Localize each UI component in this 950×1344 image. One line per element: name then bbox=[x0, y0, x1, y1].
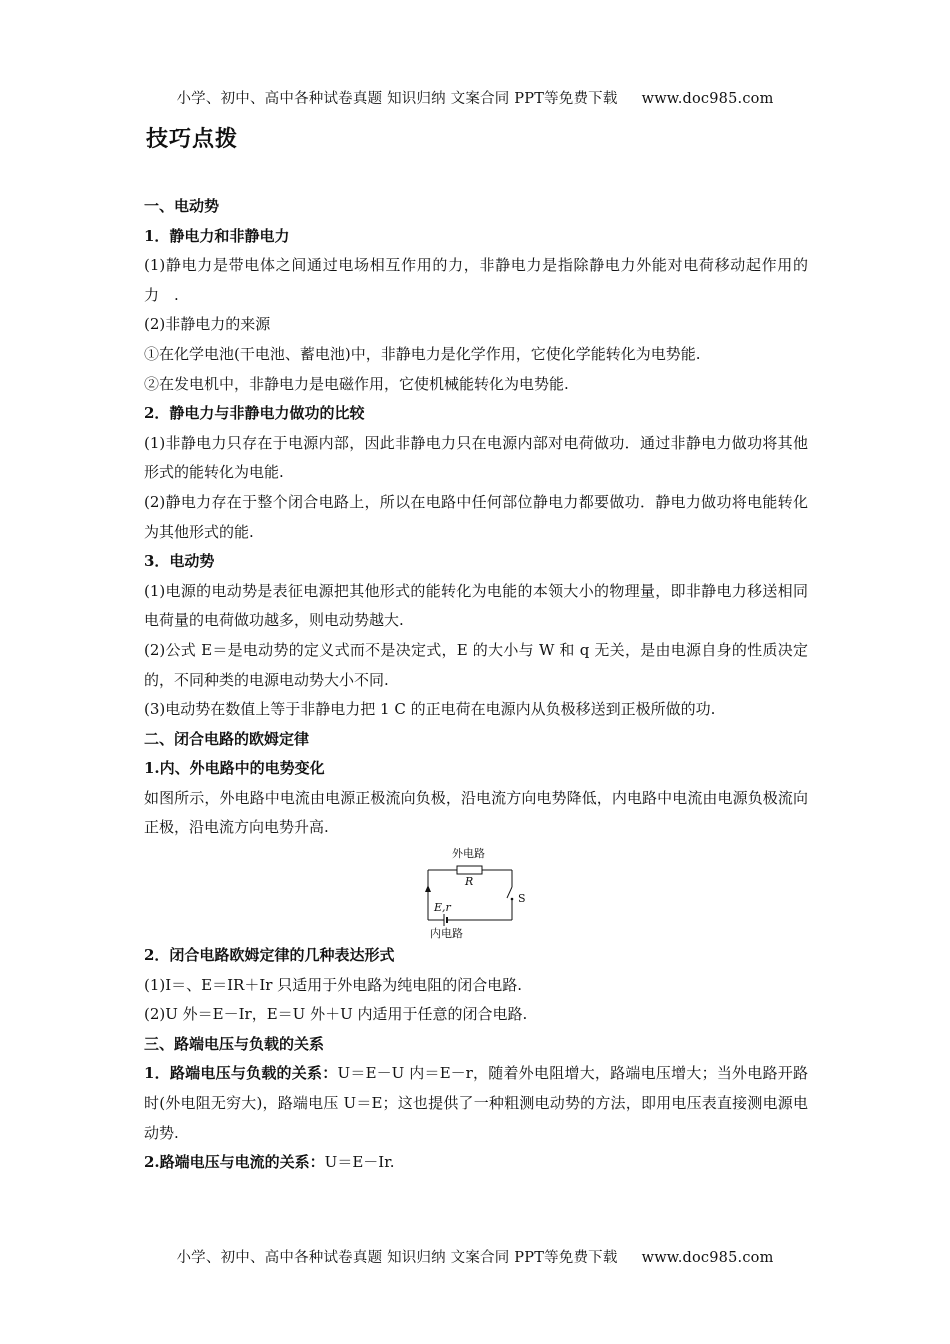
inner-circuit-label: 内电路 bbox=[430, 927, 463, 940]
switch-label: S bbox=[518, 892, 526, 906]
paragraph: ①在化学电池(干电池、蓄电池)中，非静电力是化学作用，它使化学能转化为电势能. bbox=[144, 344, 701, 363]
paragraph-lead: 2.路端电压与电流的关系： bbox=[144, 1153, 325, 1172]
paragraph-text: U＝E－U 内＝E－r，随着外电阻增大，路端电压增大；当外电路开路时(外电阻无穷大)，路端电压 U＝E；这也提供了一种粗测电动势的方法，即用电压表直接测电源电动势. bbox=[144, 1064, 808, 1142]
subsection-heading: 2．静电力与非静电力做功的比较 bbox=[144, 404, 365, 423]
paragraph bbox=[144, 1148, 808, 1178]
header-text: 小学、初中、高中各种试卷真题 知识归纳 文案合同 PPT等免费下载 bbox=[176, 91, 618, 107]
paragraph: 如图所示，外电路中电流由电源正极流向负极，沿电流方向电势降低，内电路中电流由电源负极流向正极，沿电流方向电势升高. bbox=[144, 788, 808, 837]
outer-circuit-label: 外电路 bbox=[452, 847, 485, 861]
page-title: 技巧点拨 bbox=[146, 127, 239, 152]
section-heading: 一、电动势 bbox=[144, 197, 220, 215]
paragraph: (1)非静电力只存在于电源内部，因此非静电力只在电源内部对电荷做功．通过非静电力做功将其他形式的能转化为电能. bbox=[144, 433, 808, 482]
resistor-label: R bbox=[465, 875, 474, 889]
subsection-heading: 1.内、外电路中的电势变化 bbox=[144, 759, 325, 778]
paragraph: (3)电动势在数值上等于非静电力把 1 C 的正电荷在电源内从负极移送到正极所做的功. bbox=[144, 700, 716, 719]
paragraph: (1)静电力是带电体之间通过电场相互作用的力，非静电力是指除静电力外能对电荷移动起作用的力 . bbox=[144, 256, 808, 304]
document-body bbox=[144, 192, 808, 1178]
subsection-heading: 1．静电力和非静电力 bbox=[144, 226, 290, 245]
page-footer bbox=[0, 1246, 950, 1267]
section-heading: 三、路端电压与负载的关系 bbox=[144, 1034, 325, 1053]
circuit-figure bbox=[144, 845, 808, 939]
paragraph: (2)U 外＝E－Ir，E＝U 外＋U 内适用于任意的闭合电路. bbox=[144, 1005, 528, 1024]
subsection-heading: 3．电动势 bbox=[144, 552, 215, 571]
paragraph: (2)非静电力的来源 bbox=[144, 315, 271, 334]
footer-site[interactable]: www.doc985.com bbox=[641, 1250, 774, 1266]
circuit-diagram bbox=[416, 845, 546, 939]
paragraph: (1)电源的电动势是表征电源把其他形式的能转化为电能的本领大小的物理量，即非静电力移送相同电荷量的电荷做功越多，则电动势越大. bbox=[144, 581, 808, 630]
paragraph: (1)I＝、E＝IR＋Ir 只适用于外电路为纯电阻的闭合电路. bbox=[144, 975, 522, 994]
footer-text: 小学、初中、高中各种试卷真题 知识归纳 文案合同 PPT等免费下载 bbox=[176, 1250, 618, 1266]
section-heading: 二、闭合电路的欧姆定律 bbox=[144, 729, 310, 748]
page-header bbox=[0, 87, 950, 108]
paragraph-text: U＝E－Ir. bbox=[324, 1153, 395, 1172]
header-site[interactable]: www.doc985.com bbox=[641, 91, 774, 107]
current-arrow-icon bbox=[425, 885, 431, 892]
source-label: E,r bbox=[434, 901, 451, 915]
subsection-heading: 2．闭合电路欧姆定律的几种表达形式 bbox=[144, 946, 395, 965]
paragraph bbox=[144, 1059, 808, 1148]
paragraph: (2)公式 E＝是电动势的定义式而不是决定式，E 的大小与 W 和 q 无关，是由电源自身的性质决定的，不同种类的电源电动势大小不同. bbox=[144, 640, 808, 689]
paragraph-lead: 1．路端电压与负载的关系： bbox=[144, 1064, 338, 1083]
resistor bbox=[457, 866, 482, 874]
switch bbox=[507, 887, 512, 898]
paragraph: (2)静电力存在于整个闭合电路上，所以在电路中任何部位静电力都要做功．静电力做功将电能转化为其他形式的能. bbox=[144, 492, 808, 541]
paragraph: ②在发电机中，非静电力是电磁作用，它使机械能转化为电势能. bbox=[144, 374, 569, 393]
